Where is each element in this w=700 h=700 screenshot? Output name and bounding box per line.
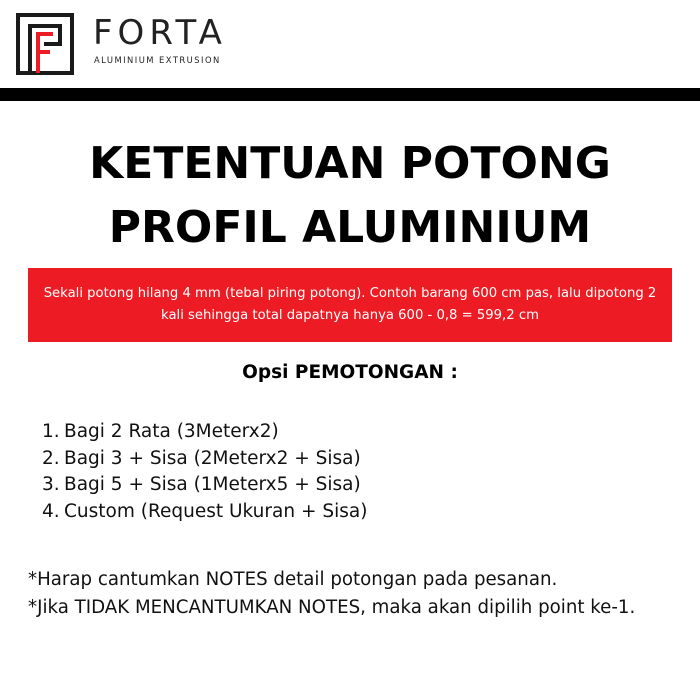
title-line-1: KETENTUAN POTONG (89, 138, 611, 189)
note-1: *Harap cantumkan NOTES detail potongan pada pesanan. (28, 569, 558, 590)
option-label: Custom (Request Ukuran + Sisa) (64, 500, 368, 522)
option-item-3 (42, 472, 367, 499)
brand-tagline: ALUMINIUM EXTRUSION (94, 55, 221, 65)
option-item-1 (42, 419, 367, 446)
notes-section (28, 566, 688, 622)
option-number: 3. (42, 474, 60, 495)
note-2: *Jika TIDAK MENCANTUMKAN NOTES, maka akan dipilih point ke-1. (28, 597, 636, 618)
page-title (0, 132, 700, 260)
notice-text: Sekali potong hilang 4 mm (tebal piring potong). Contoh barang 600 cm pas, lalu dipotong 2 kali sehingga total dapatnya hanya 600 - 0,8 = 599,2 cm (43, 286, 657, 323)
header-divider (0, 88, 700, 101)
options-heading: Opsi PEMOTONGAN : (242, 362, 458, 383)
cut-loss-notice (28, 268, 672, 342)
option-item-2 (42, 446, 367, 473)
option-number: 1. (42, 421, 60, 442)
option-number: 2. (42, 447, 60, 469)
option-label: Bagi 5 + Sisa (1Meterx5 + Sisa) (64, 474, 361, 495)
option-item-4 (42, 499, 367, 526)
title-line-2: PROFIL ALUMINIUM (108, 202, 592, 253)
option-label: Bagi 3 + Sisa (2Meterx2 + Sisa) (64, 447, 361, 469)
option-label: Bagi 2 Rata (3Meterx2) (64, 421, 279, 442)
options-list (42, 419, 367, 525)
option-number: 4. (42, 500, 60, 522)
header (0, 0, 700, 88)
forta-logo-icon (16, 13, 74, 75)
brand-name: FORTA (93, 13, 227, 53)
